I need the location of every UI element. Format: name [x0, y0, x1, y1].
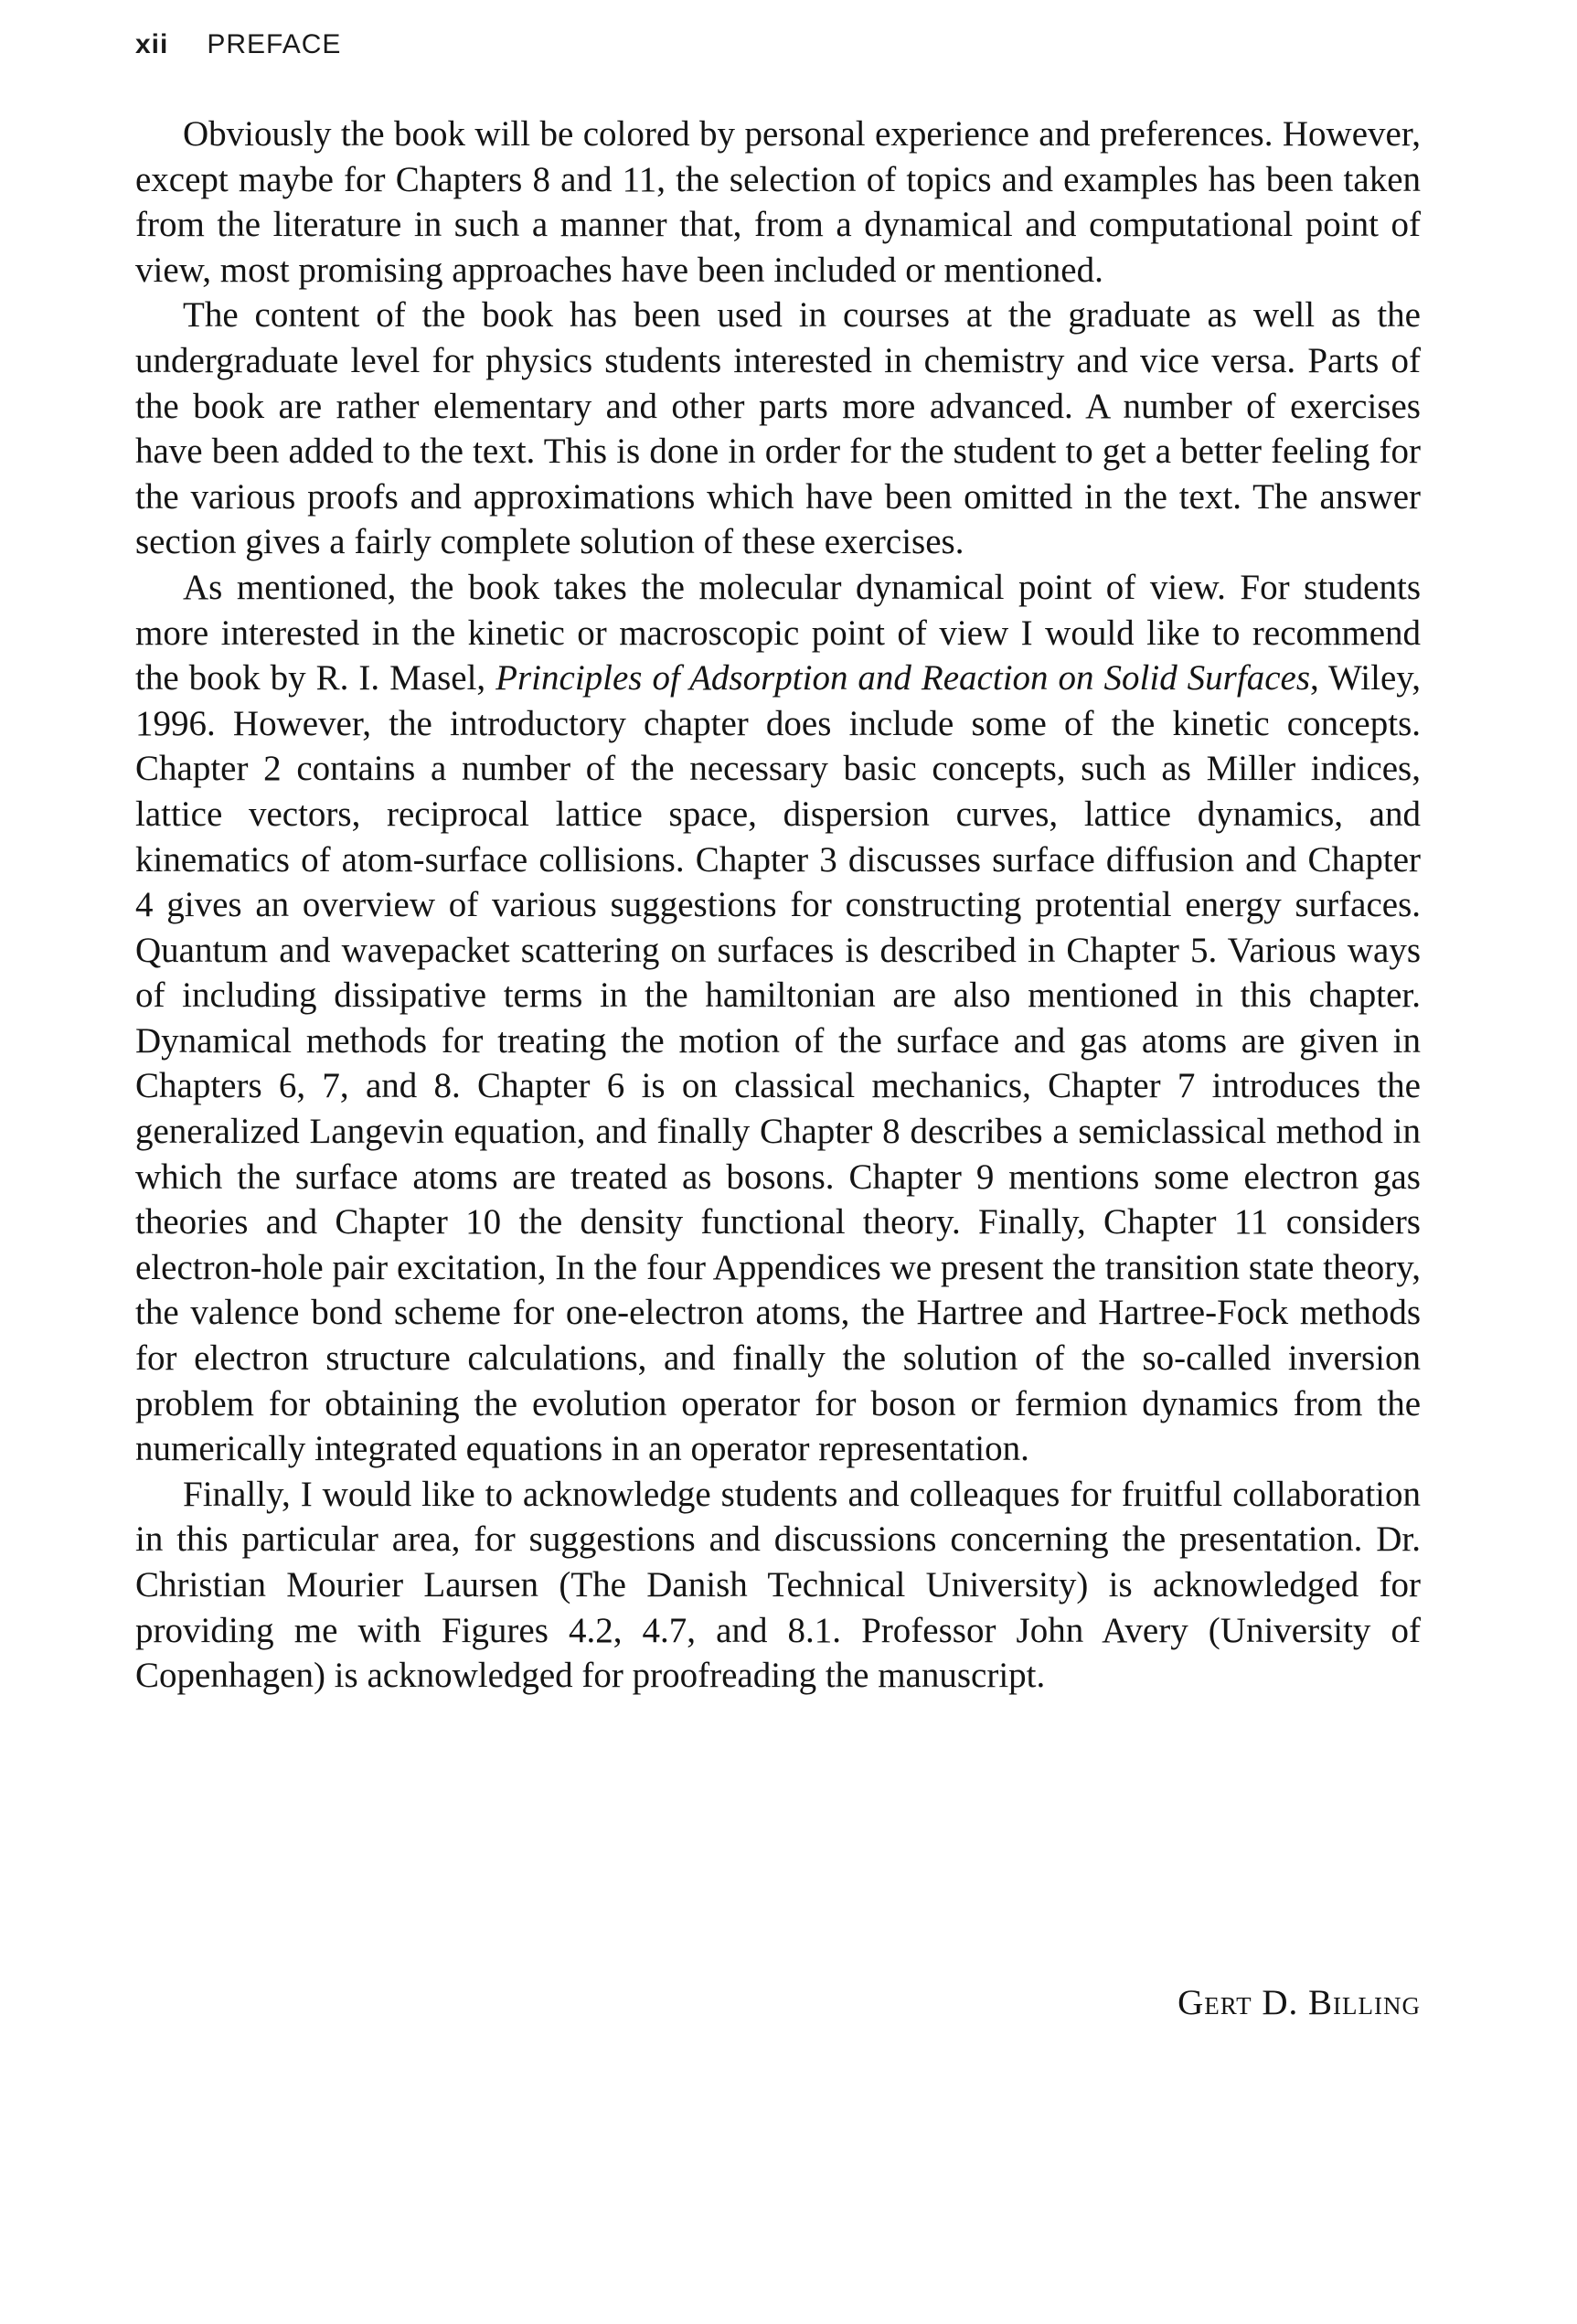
author-signature: Gert D. Billing: [1177, 1983, 1421, 2022]
section-title: PREFACE: [207, 29, 342, 59]
preface-body: [135, 112, 1421, 1699]
paragraph-3: [135, 565, 1421, 1472]
book-title-reference: Principles of Adsorption and Reaction on Solid Surfaces: [495, 658, 1310, 698]
paragraph-4: Finally, I would like to acknowledge students and colleaques for fruitful collaboration in this particular area, for suggestions and discussions concerning the presentation. Dr. Christian Mourier Laursen (The Danish Technical University) is acknowledged for providing me with Figures 4.2, 4.7, and 8.1. Professor John Avery (University of Copenhagen) is acknowledged for proofreading the manuscript.: [135, 1474, 1421, 1696]
paragraph-3-part-1: As mentioned, the book takes the molecular dynamical point of view. For students more interested in the kinetic or macroscopic point of view I would like to recommend the book by R. I. Masel,: [135, 567, 1421, 698]
paragraph-3-part-2: , Wiley, 1996. However, the introductory chapter does include some of the kinetic concepts. Chapter 2 contains a number of the necessary basic concepts, such as Miller indices, lattice vectors, reciprocal lattice space, dispersion curves, lattice dynamics, and kinematics of atom-surface collisions. Chapter 3 discusses surface diffusion and Chapter 4 gives an overview of various suggestions for constructing protential energy surfaces. Quantum and wavepacket scattering on surfaces is described in Chapter 5. Various ways of including dissipative terms in the hamiltonian are also mentioned in this chapter. Dynamical methods for treating the motion of the surface and gas atoms are given in Chapters 6, 7, and 8. Chapter 6 is on classical mechanics, Chapter 7 introduces the generalized Langevin equation, and finally Chapter 8 describes a semiclassical method in which the surface atoms are treated as bosons. Chapter 9 mentions some electron gas theories and Chapter 10 the density functional theory. Finally, Chapter 11 considers electron-hole pair excitation, In the four Appendices we present the transition state theory, the valence bond scheme for one-electron atoms, the Hartree and Hartree-Fock methods for electron structure calculations, and finally the solution of the so-called inversion problem for obtaining the evolution operator for boson or fermion dynamics from the numerically integrated equations in an operator representation.: [135, 658, 1421, 1469]
running-head: [135, 29, 341, 60]
paragraph-2: The content of the book has been used in courses at the graduate as well as the undergraduate level for physics students interested in chemistry and vice versa. Parts of the book are rather elementary and other parts more advanced. A number of exercises have been added to the text. This is done in order for the student to get a better feeling for the various proofs and approximations which have been omitted in the text. The answer section gives a fairly complete solution of these exercises.: [135, 295, 1421, 562]
page-number: xii: [135, 29, 169, 59]
paragraph-1: Obviously the book will be colored by personal experience and preferences. However, except maybe for Chapters 8 and 11, the selection of topics and examples has been taken from the literature in such a manner that, from a dynamical and computational point of view, most promising approaches have been included or mentioned.: [135, 114, 1421, 290]
